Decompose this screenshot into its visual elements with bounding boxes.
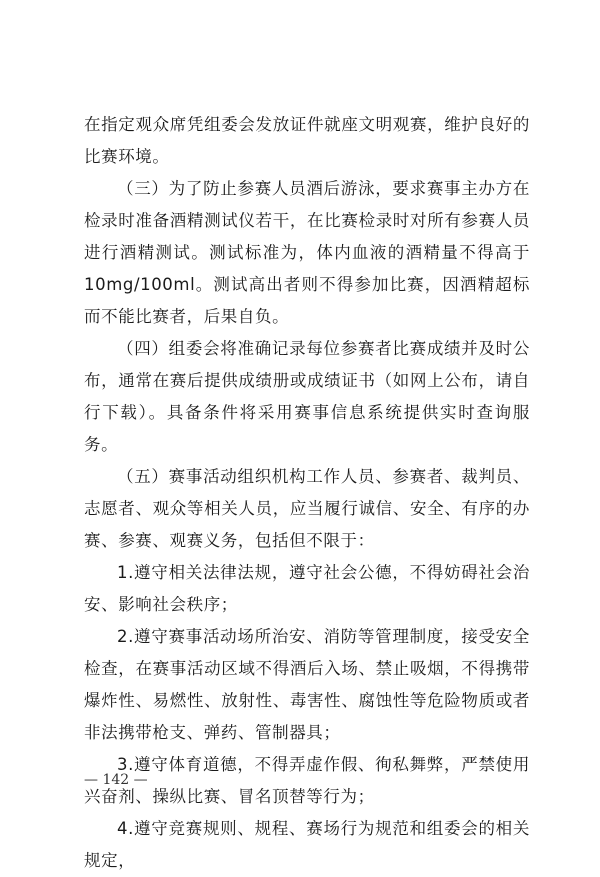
paragraph-item-4: （四）组委会将准确记录每位参赛者比赛成绩并及时公布，通常在赛后提供成绩册或成绩证书（如网上公布，请自行下载）。具备条件将采用赛事信息系统提供实时查询服务。 xyxy=(84,339,530,454)
list-item-2: 2.遵守赛事活动场所治安、消防等管理制度，接受安全检查，在赛事活动区域不得酒后入场、禁止吸烟，不得携带爆炸性、易燃性、放射性、毒害性、腐蚀性等危险物质或者非法携带枪支、弹药、管制器具； xyxy=(84,627,530,742)
paragraph-continuation: 在指定观众席凭组委会发放证件就座文明观赛，维护良好的比赛环境。 xyxy=(84,115,530,166)
paragraph-item-3: （三）为了防止参赛人员酒后游泳，要求赛事主办方在检录时准备酒精测试仪若干，在比赛检录时对所有参赛人员进行酒精测试。测试标准为，体内血液的酒精量不得高于 10mg/100ml。测试高出者则不得参加比赛，因酒精超标而不能比赛者，后果自负。 xyxy=(84,179,530,326)
paragraph-item-5: （五）赛事活动组织机构工作人员、参赛者、裁判员、志愿者、观众等相关人员，应当履行诚信、安全、有序的办赛、参赛、观赛义务，包括但不限于： xyxy=(84,467,530,550)
list-item-1: 1.遵守相关法律法规，遵守社会公德，不得妨碍社会治安、影响社会秩序； xyxy=(84,563,530,614)
list-item-3: 3.遵守体育道德，不得弄虚作假、徇私舞弊，严禁使用兴奋剂、操纵比赛、冒名顶替等行为； xyxy=(84,755,530,806)
document-body xyxy=(84,109,530,877)
list-item-4: 4.遵守竞赛规则、规程、赛场行为规范和组委会的相关规定， xyxy=(84,819,530,870)
page-number: — 142 — xyxy=(84,772,148,788)
